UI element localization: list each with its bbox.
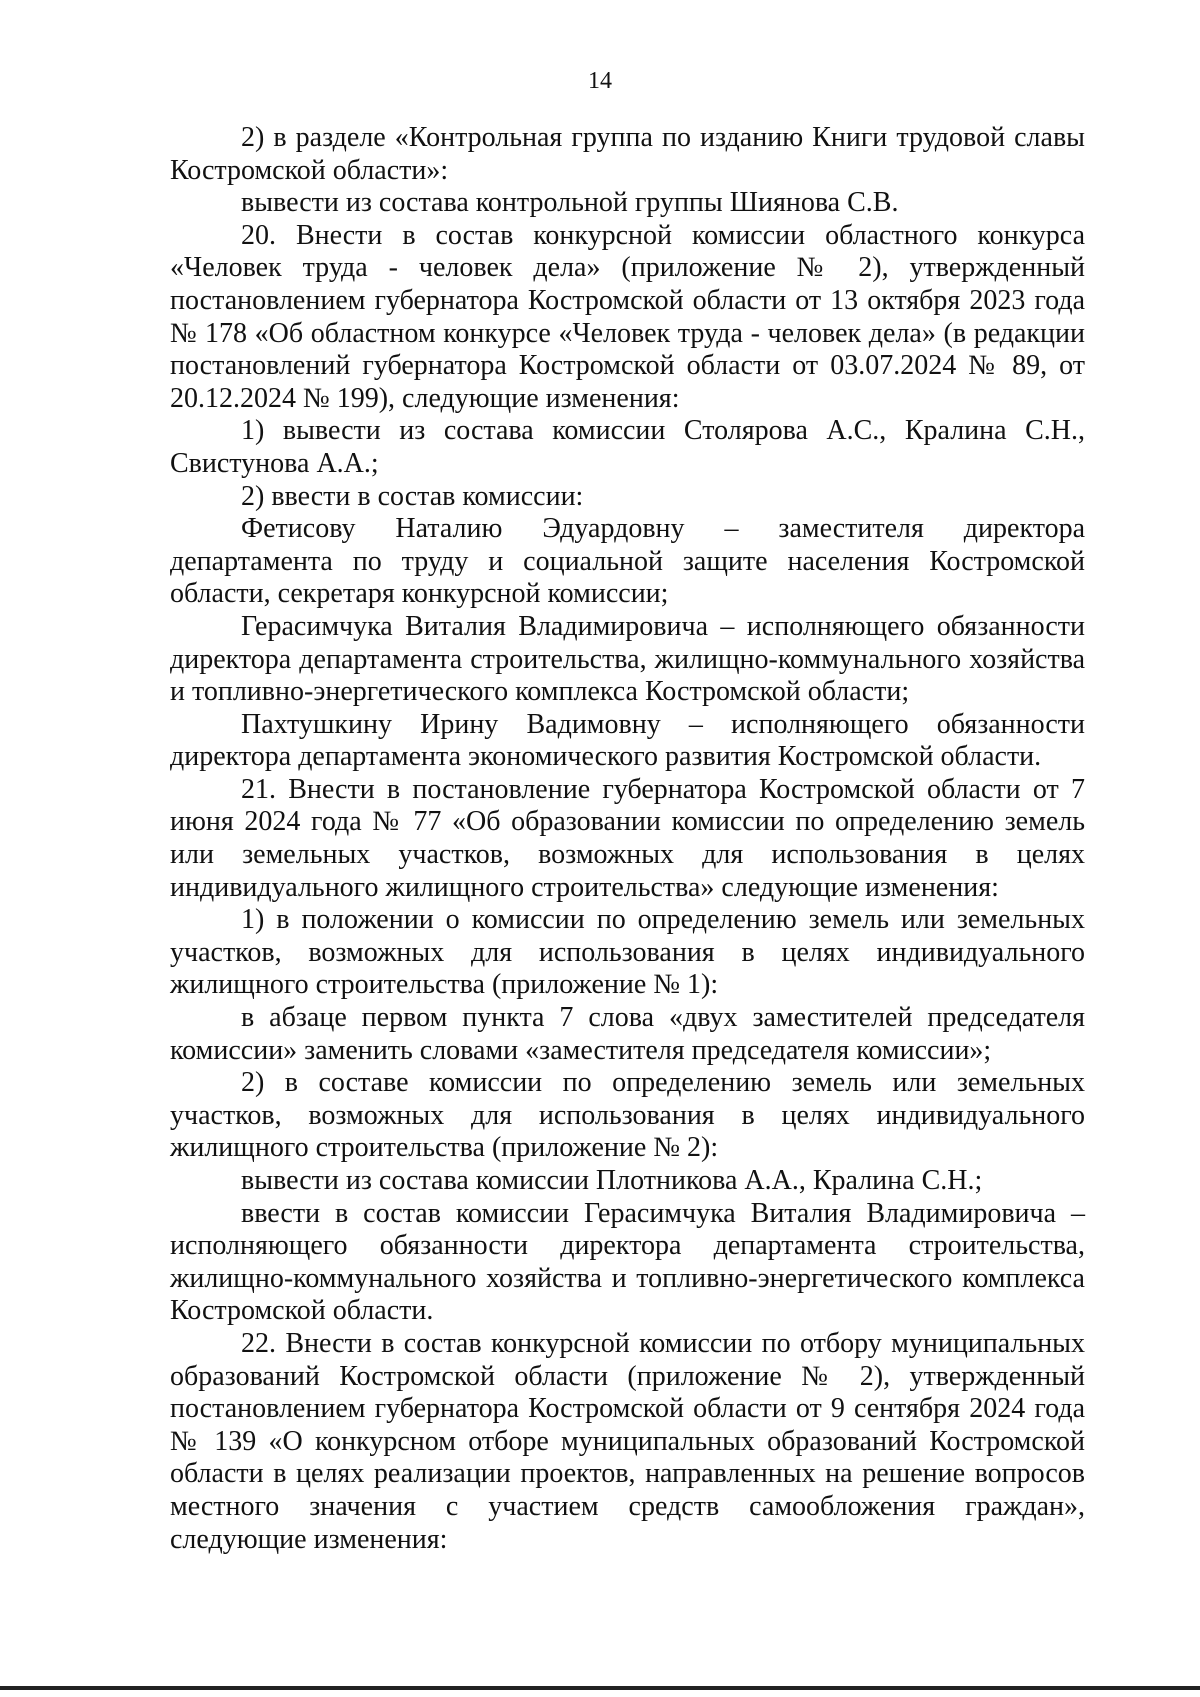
paragraph-item-21-2: 2) в составе комиссии по определению земель или земельных участков, возможных для использования в целях индивидуального жилищного строительства (приложение № 2): (170, 1067, 1085, 1164)
document-body (170, 122, 1085, 1556)
paragraph-gerasimchuk: Герасимчука Виталия Владимировича – исполняющего обязанности директора департамента строительства, жилищно-коммунального хозяйства и топливно-энергетического комплекса Костромской области; (170, 610, 1085, 708)
paragraph-item-22: 22. Внести в состав конкурсной комиссии по отбору муниципальных образований Костромской области (приложение № 2), утвержденный постановлением губернатора Костромской области от 9 сентября 2024 года № 139 «О конкурсном отборе муниципальных образований Костромской области в целях реализации проектов, направленных на решение вопросов местного значения с участием средств самообложения граждан», следующие изменения: (170, 1327, 1085, 1555)
paragraph-item-20: 20. Внести в состав конкурсной комиссии областного конкурса «Человек труда - человек дела» (приложение № 2), утвержденный постановлением губернатора Костромской области от 13 октября 2023 года № 178 «Об областном конкурсе «Человек труда - человек дела» (в редакции постановлений губернатора Костромской области от 03.07.2024 № 89, от 20.12.2024 № 199), следующие изменения: (170, 219, 1085, 414)
paragraph-item-21: 21. Внести в постановление губернатора Костромской области от 7 июня 2024 года № 77 «Об образовании комиссии по определению земель или земельных участков, возможных для использования в целях индивидуального жилищного строительства» следующие изменения: (170, 773, 1085, 903)
paragraph-item-20-2: 2) ввести в состав комиссии: (241, 480, 584, 512)
page-number: 14 (588, 68, 612, 94)
paragraph-pakhtushkina: Пахтушкину Ирину Вадимовну – исполняющего обязанности директора департамента экономического развития Костромской области. (170, 708, 1085, 773)
bottom-rule (0, 1686, 1200, 1690)
paragraph-item-20-1: 1) вывести из состава комиссии Столярова А.С., Кралина С.Н., Свистунова А.А.; (170, 415, 1085, 479)
paragraph-fetisova: Фетисову Наталию Эдуардовну – заместителя директора департамента по труду и социальной защите населения Костромской области, секретаря конкурсной комиссии; (170, 513, 1085, 610)
paragraph-item-21-1: 1) в положении о комиссии по определению земель или земельных участков, возможных для использования в целях индивидуального жилищного строительства (приложение № 1): (170, 904, 1085, 1001)
paragraph-section-control-group: 2) в разделе «Контрольная группа по изданию Книги трудовой славы Костромской области»: (170, 122, 1085, 186)
paragraph-item-21-1-abzac: в абзаце первом пункта 7 слова «двух заместителей председателя комиссии» заменить словами «заместителя председателя комиссии»; (170, 1002, 1085, 1066)
paragraph-add-gerasimchuk: ввести в состав комиссии Герасимчука Виталия Владимировича – исполняющего обязанности директора департамента строительства, жилищно-коммунального хозяйства и топливно-энергетического комплекса Костромской области. (170, 1197, 1085, 1327)
paragraph-remove-plotnikov: вывести из состава комиссии Плотникова А.А., Кралина С.Н.; (241, 1165, 983, 1196)
paragraph-remove-shiyanov: вывести из состава контрольной группы Шиянова С.В. (241, 187, 899, 219)
